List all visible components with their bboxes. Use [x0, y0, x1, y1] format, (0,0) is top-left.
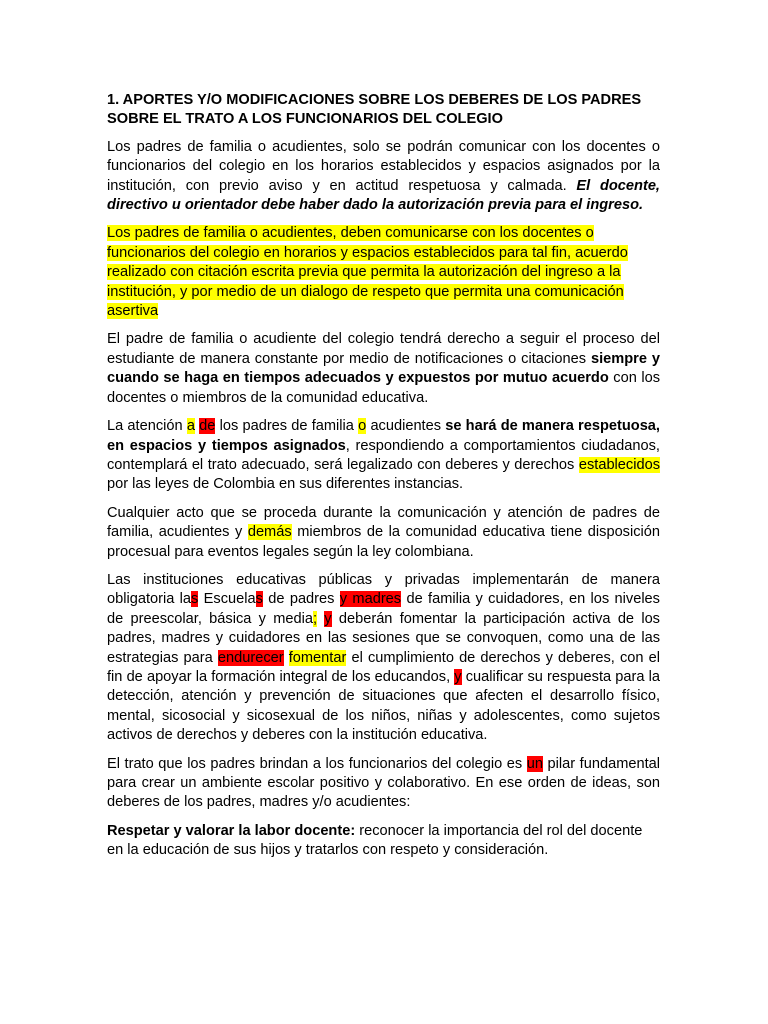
paragraph-5: [107, 504, 660, 562]
highlighted-text-red: y: [324, 610, 332, 627]
paragraph-text: Los padres de familia o acudientes, solo se podrán comunicar con los docentes o funcionarios del colegio en los horarios establecidos y espacios asignados por la institución, con previo aviso y en actitud respetuosa y calmada.: [107, 138, 660, 194]
highlighted-text-red: un: [526, 755, 543, 772]
paragraph-text: Las instituciones educativas públicas y privadas implementarán de manera obligatoria la: [107, 571, 660, 608]
bold-text: Respetar y valorar la labor docente:: [107, 822, 356, 839]
paragraph-6: [107, 571, 660, 746]
paragraph-text: el cumplimiento de derechos y deberes, con el fin de apoyar la formación integral de los educandos,: [107, 649, 660, 685]
paragraph-text: , respondiendo a comportamientos ciudadanos,: [345, 437, 660, 454]
paragraph-text: de padres: [262, 591, 340, 608]
highlighted-text-yellow: establecidos: [578, 456, 660, 473]
highlighted-text-yellow: fomentar: [288, 649, 347, 666]
highlighted-text-yellow: demás: [247, 524, 292, 541]
paragraph-text: cualificar su respuesta para la detección, atención y prevención de situaciones que afecten el desarrollo físico, mental, sicosocial y sicosexual de los niños, niñas y adolescentes, como sujetos activos de derechos y deberes con la institución educativa.: [107, 668, 660, 744]
paragraph-4: [107, 417, 660, 495]
paragraph-text: miembros de la comunidad educativa tiene disposición procesual para eventos legales según la ley colombiana.: [107, 524, 660, 560]
highlighted-text-red: y: [454, 668, 462, 685]
paragraph-text: por las leyes de Colombia en sus diferentes instancias.: [107, 476, 464, 493]
paragraph-text: de familia y cuidadores, en los niveles de preescolar, básica y media: [107, 591, 660, 627]
paragraph-text: con los docentes o miembros de la comunidad educativa.: [107, 370, 660, 406]
paragraph-text: [284, 650, 289, 666]
paragraph-text: contemplará el trato adecuado, será legalizado con deberes y derechos: [107, 456, 579, 473]
highlighted-text-yellow: a: [186, 418, 195, 435]
highlighted-text-red: s: [255, 591, 263, 608]
paragraph-text: Cualquier acto que se proceda durante la comunicación y atención de padres de familia, acudientes y: [107, 504, 660, 541]
paragraph-text: El trato que los padres brindan a los funcionarios del colegio es: [107, 755, 527, 772]
paragraph-3: [107, 330, 660, 408]
highlighted-text-yellow: o: [358, 418, 367, 435]
paragraph-7: [107, 755, 660, 813]
paragraph-text: reconocer la importancia del rol del docente en la educación de sus hijos y tratarlos con respeto y consideración.: [107, 822, 643, 859]
section-heading: 1. APORTES Y/O MODIFICACIONES SOBRE LOS DEBERES DE LOS PADRES SOBRE EL TRATO A LOS FUNCIONARIOS DEL COLEGIO: [107, 92, 642, 128]
document-body: [107, 91, 660, 870]
highlighted-text-red: endurecer: [217, 649, 284, 666]
paragraph-text: acudientes: [366, 418, 446, 435]
paragraph-text: Escuela: [198, 591, 256, 608]
highlighted-text-red: de: [199, 418, 216, 435]
paragraph-text: El padre de familia o acudiente del colegio tendrá derecho a seguir el proceso del estudiante de manera constante por medio de notificaciones o citaciones: [107, 331, 660, 367]
paragraph-text: La atención: [107, 418, 187, 435]
paragraph-8: [107, 822, 660, 861]
bold-text: El docente, directivo u orientador debe haber dado la autorización previa para el ingreso.: [107, 177, 660, 214]
paragraph-1: [107, 138, 660, 216]
highlighted-text-yellow: Los padres de familia o acudientes, deben comunicarse con los docentes o funcionarios del colegio en horarios y espacios establecidos para tal fin, acuerdo realizado con citación escrita previa que permita la autorización del ingreso a la institución, y por medio de un dialogo de respeto que permita una comunicación asertiva: [107, 225, 628, 320]
paragraph-text: deberán fomentar la participación activa de los padres, madres y cuidadores en las sesiones que se convoquen, como una de las estrategias para: [107, 610, 660, 666]
paragraph-2-highlighted: [107, 224, 660, 321]
paragraph-text: los padres de familia: [215, 418, 359, 435]
highlighted-text-red: s: [191, 591, 199, 608]
bold-text: se hará de manera respetuosa, en espacios y tiempos asignados: [107, 418, 660, 454]
bold-text: siempre y cuando se haga en tiempos adecuados y expuestos por mutuo acuerdo: [107, 350, 660, 387]
highlighted-text-yellow: ;: [312, 610, 318, 627]
highlighted-text-red: y madres: [339, 591, 402, 608]
paragraph-text: pilar fundamental para crear un ambiente escolar positivo y colaborativo. En ese orden de ideas, son deberes de los padres, madres y/o acudientes:: [107, 755, 660, 811]
